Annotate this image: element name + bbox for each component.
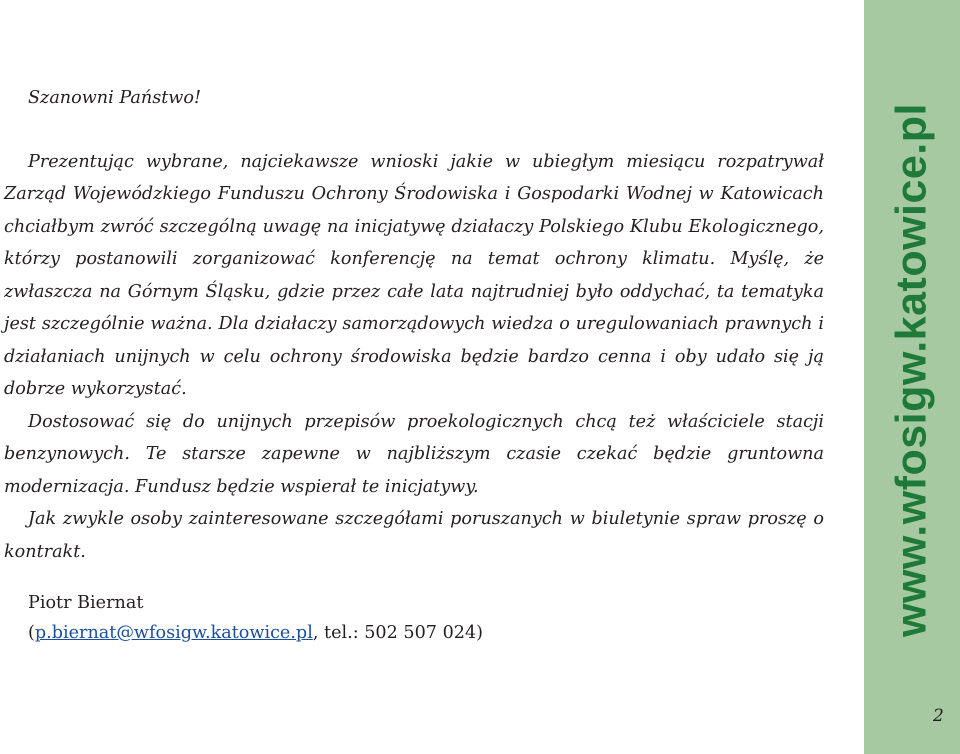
- signature-contact: [28, 618, 483, 648]
- page-number: 2: [933, 706, 944, 726]
- greeting: Szanowni Państwo!: [28, 88, 202, 108]
- paragraph-2: Dostosować się do unijnych przepisów proekologicznych chcą też właściciele stacji benzynowych. Te starsze zapewne w najbliższym czasie czekać będzie gruntowna modernizacja. Fundusz będzie wspierał te inicjatywy.: [4, 411, 824, 497]
- signature-name: Piotr Biernat: [28, 593, 144, 613]
- paragraph-1: Prezentując wybrane, najciekawsze wnioski jakie w ubiegłym miesiącu rozpatrywał Zarząd Wojewódzkiego Funduszu Ochrony Środowiska i Gospodarki Wodnej w Katowicach chciałbym zwróć szczególną uwagę na inicjatywę działaczy Polskiego Klubu Ekologicznego, którzy postanowili zorganizować konferencję na temat ochrony klimatu. Myślę, że zwłaszcza na Górnym Śląsku, gdzie przez całe lata najtrudniej było oddychać, ta tematyka jest szczególnie ważna. Dla działaczy samorządowych wiedza o uregulowaniach prawnych i działaniach unijnych w celu ochrony środowiska będzie bardzo cenna i oby udało się ją dobrze wykorzystać.: [4, 151, 824, 399]
- signature-block: [28, 588, 483, 648]
- email-link[interactable]: p.biernat@wfosigw.katowice.pl: [34, 623, 313, 643]
- letter-body: [4, 82, 824, 568]
- open-paren: (: [28, 623, 35, 643]
- sidebar: [864, 0, 960, 754]
- phone-text: , tel.: 502 507 024): [312, 623, 484, 643]
- sidebar-url: www.wfosigw.katowice.pl: [887, 103, 936, 637]
- paragraph-3: Jak zwykle osoby zainteresowane szczegółami poruszanych w biuletynie spraw proszę o kontrakt.: [4, 509, 824, 562]
